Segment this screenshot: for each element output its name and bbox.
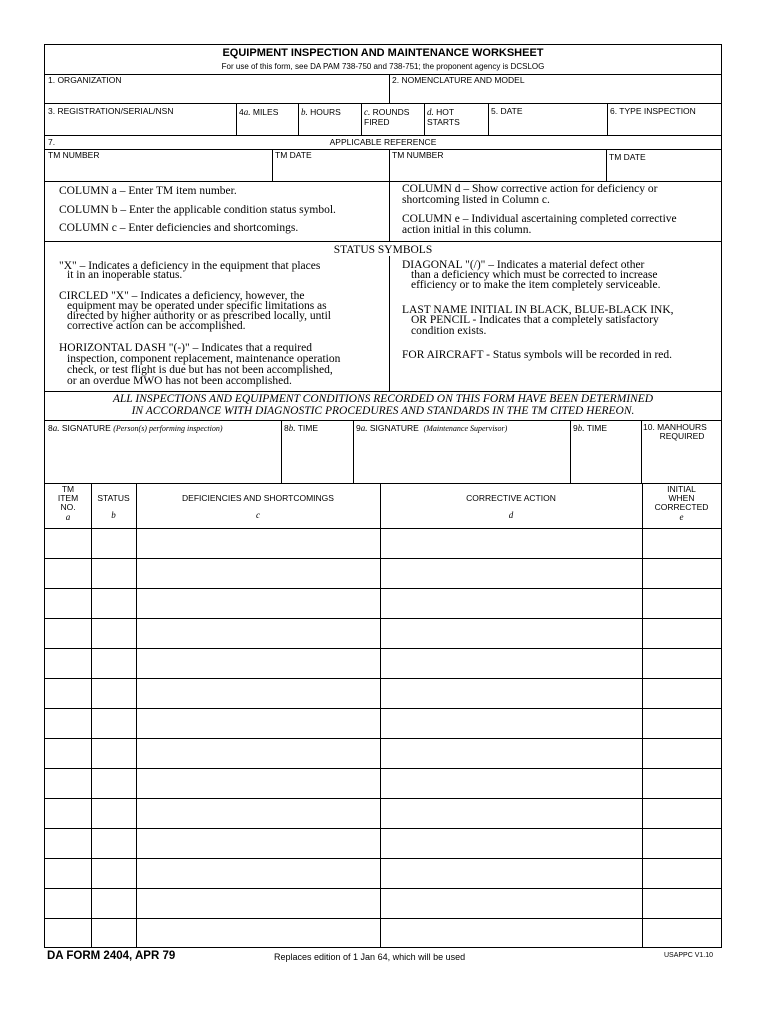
version-label: USAPPC V1.10 [664,952,714,959]
status-dash-1: HORIZONTAL DASH "(-)" – Indicates that a required [59,342,312,354]
status-circled-4: corrective action can be accomplished. [67,320,246,332]
status-dash-2: inspection, component replacement, maintenance operation [67,353,341,365]
organization-label: 1. ORGANIZATION [48,75,122,85]
inspection-worksheet-form [44,44,722,948]
date-label: 5. DATE [491,106,523,116]
rounds-fired-label: c. ROUNDS FIRED [364,107,410,127]
status-lastname-3: condition exists. [411,325,487,337]
supervisor-signature-field[interactable] [354,435,569,482]
status-circled-1: CIRCLED "X" – Indicates a deficiency, however, the [59,290,305,302]
time-8b-field[interactable] [282,435,352,482]
item-7-label: 7. [48,137,56,147]
column-d-instruction-1: COLUMN d – Show corrective action for deficiency or [402,183,658,195]
manhours-label: 10. MANHOURS REQUIRED [643,422,707,441]
status-circled-2: equipment may be operated under specific limitations as [67,300,327,312]
nomenclature-field[interactable] [390,85,720,102]
time-8b-label: 8b. TIME [284,423,319,433]
time-9b-field[interactable] [571,435,640,482]
form-subtitle: For use of this form, see DA PAM 738-750 and 738-751; the proponent agency is DCSLOG [221,62,545,71]
column-b-instruction: COLUMN b – Enter the applicable condition status symbol. [59,204,336,216]
column-e-instruction-1: COLUMN e – Individual ascertaining completed corrective [402,213,677,225]
manhours-field[interactable] [642,445,720,482]
certification-line-1: ALL INSPECTIONS AND EQUIPMENT CONDITIONS RECORDED ON THIS FORM HAVE BEEN DETERMINED [112,393,654,405]
column-c-header: DEFICIENCIES AND SHORTCOMINGS c [182,493,334,520]
form-title: EQUIPMENT INSPECTION AND MAINTENANCE WORKSHEET [222,47,544,59]
status-circled-3: directed by higher authority or as prescribed locally, until [67,310,331,322]
column-e-header: INITIAL WHEN CORRECTED e [654,484,709,522]
form-number: DA FORM 2404, APR 79 [47,950,176,962]
replaces-edition-note: Replaces edition of 1 Jan 64, which will be used [274,952,466,962]
column-a-instruction: COLUMN a – Enter TM item number. [59,185,237,197]
status-lastname-1: LAST NAME INITIAL IN BLACK, BLUE-BLACK INK, [402,304,674,316]
column-c-instruction: COLUMN c – Enter deficiencies and shortcomings. [59,222,299,234]
time-9b-label: 9b. TIME [573,423,608,433]
certification-line-2: IN ACCORDANCE WITH DIAGNOSTIC PROCEDURES AND STANDARDS IN THE TM CITED HEREON. [131,405,635,417]
status-diagonal-2: than a deficiency which must be corrected to increase [411,269,658,281]
status-aircraft: FOR AIRCRAFT - Status symbols will be recorded in red. [402,349,673,361]
hot-starts-label: d. HOT STARTS [427,107,460,127]
inspector-signature-field[interactable] [46,435,280,482]
tm-number-label-2: TM NUMBER [392,150,444,160]
column-d-header: CORRECTIVE ACTION d [466,493,556,520]
table-body-entry-area[interactable] [46,529,720,946]
tm-number-label-1: TM NUMBER [48,150,100,160]
status-lastname-2: OR PENCIL - Indicates that a completely satisfactory [411,314,659,326]
status-dash-3: check, or test flight is due but has not been accomplished, [67,364,333,376]
tm-date-label-1: TM DATE [275,150,312,160]
signature-inspector-label: 8a. SIGNATURE (Person(s) performing inspection) [48,423,223,433]
column-b-header: STATUS b [97,493,130,520]
column-a-header: TM ITEM NO. a [57,484,79,522]
signature-supervisor-label: 9a. SIGNATURE (Maintenance Supervisor) [356,423,508,433]
hours-label: b. HOURS [301,107,341,117]
organization-field[interactable] [46,85,388,102]
nomenclature-label: 2. NOMENCLATURE AND MODEL [392,75,525,85]
status-symbols-heading: STATUS SYMBOLS [333,244,433,256]
column-e-instruction-2: action initial in this column. [402,224,532,236]
miles-label: 4a. MILES [239,107,279,117]
tm-date-label-2: TM DATE [609,152,646,162]
registration-label: 3. REGISTRATION/SERIAL/NSN [48,106,174,116]
type-inspection-label: 6. TYPE INSPECTION [610,106,696,116]
status-dash-4: or an overdue MWO has not been accomplished. [67,375,292,387]
status-diagonal-1: DIAGONAL "(/)" – Indicates a material defect other [402,259,645,271]
column-d-instruction-2: shortcoming listed in Column c. [402,194,550,206]
status-diagonal-3: efficiency or to make the item completely serviceable. [411,279,661,291]
status-x-1: "X" – Indicates a deficiency in the equipment that places [59,260,321,272]
status-x-2: it in an inoperable status. [67,269,183,281]
applicable-reference-label: APPLICABLE REFERENCE [329,137,437,147]
